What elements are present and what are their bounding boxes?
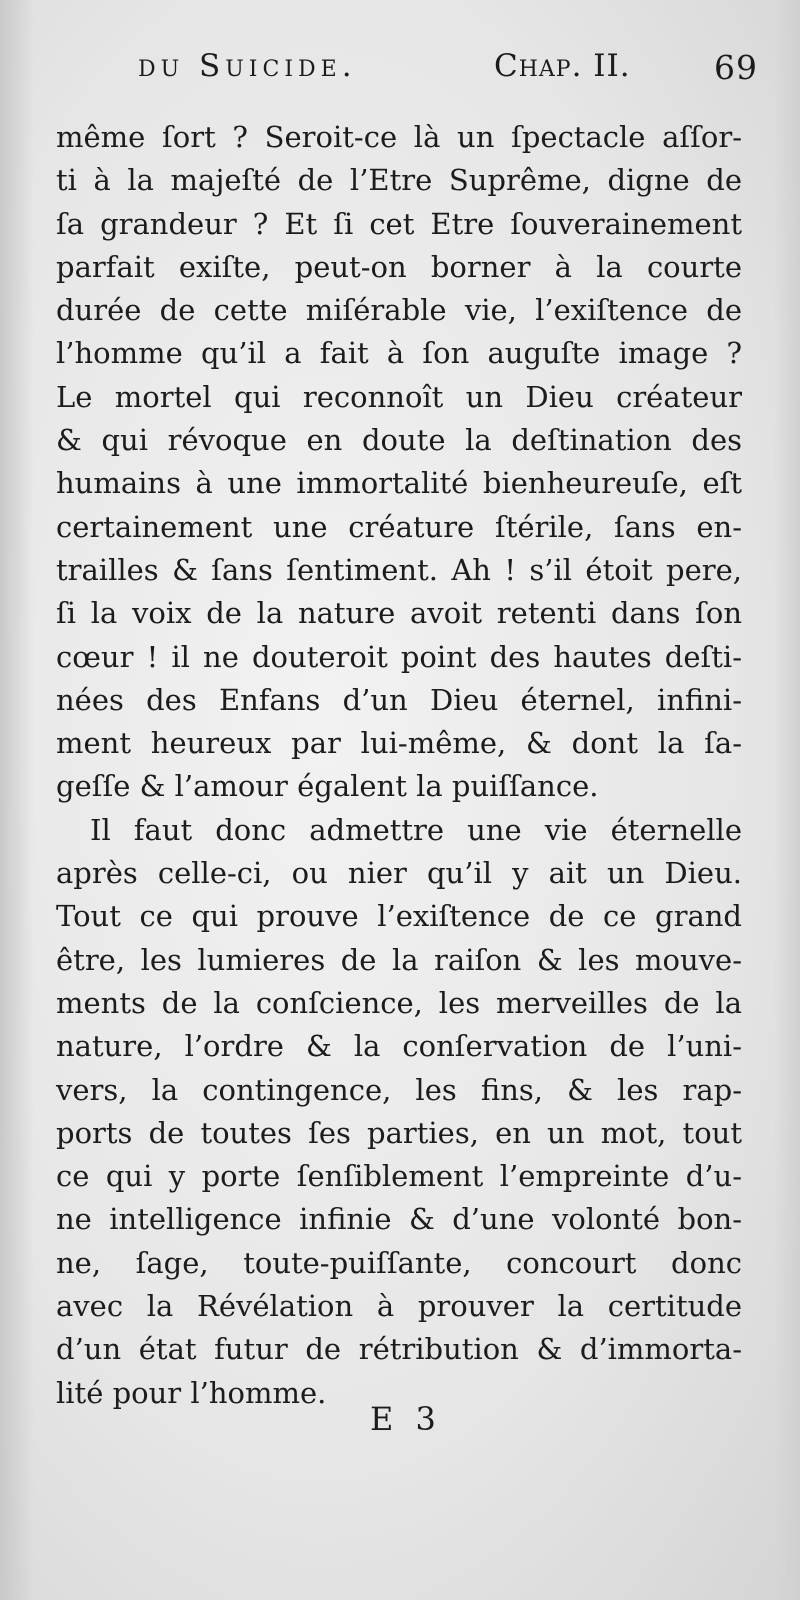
page-edge-shadow-left bbox=[0, 0, 34, 1600]
text-line: & qui révoque en doute la deſtination des bbox=[56, 423, 742, 458]
text-line: être, les lumieres de la raiſon & les mouve- bbox=[56, 942, 742, 977]
text-line: cœur ! il ne douteroit point des hautes deſti- bbox=[56, 639, 742, 674]
running-head-chapter: Chap. II. bbox=[494, 48, 631, 84]
text-line: après celle-ci, ou nier qu’il y ait un Dieu. bbox=[56, 856, 742, 891]
text-line: lité pour l’homme. bbox=[56, 1375, 327, 1410]
text-line: trailles & ſans ſentiment. Ah ! s’il étoit pere, bbox=[56, 552, 742, 587]
text-line: ſa grandeur ? Et ſi cet Etre ſouverainement bbox=[56, 206, 742, 241]
text-line: ne intelligence infinie & d’une volonté bon- bbox=[56, 1202, 742, 1237]
text-line: parfait exiſte, peut-on borner à la courte bbox=[56, 249, 742, 284]
text-line: ment heureux par lui-même, & dont la ſa- bbox=[56, 726, 742, 761]
text-line: ce qui y porte ſenſiblement l’empreinte d’u- bbox=[56, 1159, 742, 1194]
text-line: Le mortel qui reconnoît un Dieu créateur bbox=[56, 379, 742, 414]
text-line: ſi la voix de la nature avoit retenti dans ſon bbox=[56, 596, 742, 631]
text-line: Tout ce qui prouve l’exiſtence de ce grand bbox=[56, 899, 742, 934]
text-line: certainement une créature ſtérile, ſans en- bbox=[56, 509, 742, 544]
text-line: Il faut donc admettre une vie éternelle bbox=[90, 812, 742, 847]
page-number: 69 bbox=[714, 48, 758, 87]
text-line: avec la Révélation à prouver la certitude bbox=[56, 1289, 742, 1324]
text-line: ments de la conſcience, les merveilles de la bbox=[56, 985, 742, 1020]
text-line: ports de toutes ſes parties, en un mot, tout bbox=[56, 1115, 742, 1150]
running-head bbox=[138, 48, 758, 94]
text-line: nées des Enfans d’un Dieu éternel, infini- bbox=[56, 682, 742, 717]
text-line: nature, l’ordre & la conſervation de l’uni- bbox=[56, 1029, 742, 1064]
signature-mark: E 3 bbox=[370, 1400, 442, 1438]
text-line: durée de cette miſérable vie, l’exiſtence de bbox=[56, 293, 742, 328]
text-line: d’un état futur de rétribution & d’immorta- bbox=[56, 1332, 742, 1367]
text-line: ti à la majeſté de l’Etre Suprême, digne de bbox=[56, 163, 742, 198]
page-edge-shadow-right bbox=[774, 0, 800, 1600]
body-text bbox=[56, 116, 742, 1415]
running-head-title: du Suicide. bbox=[138, 48, 357, 84]
text-line: vers, la contingence, les fins, & les rap- bbox=[56, 1072, 742, 1107]
text-line: geſſe & l’amour égalent la puiſſance. bbox=[56, 769, 599, 804]
text-line: humains à une immortalité bienheureuſe, eſt bbox=[56, 466, 742, 501]
text-line: même ſort ? Seroit-ce là un ſpectacle aſſor- bbox=[56, 120, 742, 154]
text-line: ne, ſage, toute-puiſſante, concourt donc bbox=[56, 1245, 742, 1280]
text-line: l’homme qu’il a fait à ſon auguſte image ? bbox=[56, 336, 742, 371]
